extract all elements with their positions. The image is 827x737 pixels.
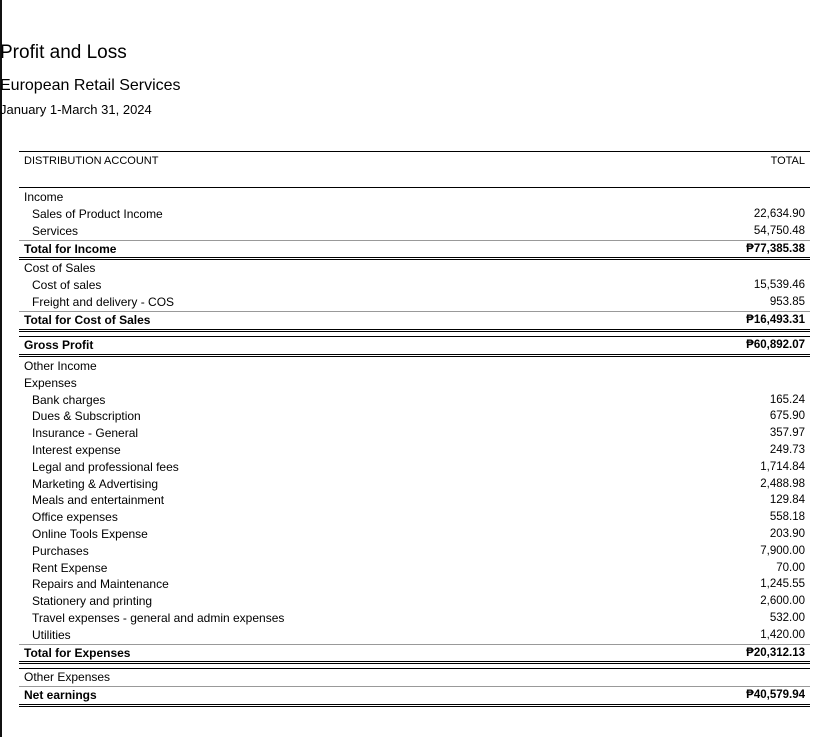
- expense-item-amount[interactable]: 7,900.00: [760, 544, 805, 557]
- expense-item-row[interactable]: [19, 543, 810, 560]
- expense-item-row[interactable]: [19, 459, 810, 476]
- expenses-total-row[interactable]: [19, 644, 810, 665]
- expense-item-label: Rent Expense: [32, 560, 108, 575]
- expense-item-amount[interactable]: 70.00: [776, 561, 805, 574]
- section-header-expenses[interactable]: Expenses: [24, 375, 77, 390]
- expense-item-row[interactable]: [19, 560, 810, 577]
- column-header-account[interactable]: DISTRIBUTION ACCOUNT: [24, 155, 159, 167]
- expense-items: [19, 392, 810, 644]
- expense-item-label: Interest expense: [32, 442, 121, 457]
- expense-item-row[interactable]: [19, 526, 810, 543]
- expense-item-amount[interactable]: 2,488.98: [760, 477, 805, 490]
- income-item-amount[interactable]: 22,634.90: [753, 208, 805, 220]
- profit-loss-table: [19, 151, 810, 707]
- expense-item-row[interactable]: [19, 476, 810, 493]
- income-item-amount[interactable]: 54,750.48: [753, 224, 805, 237]
- expense-item-amount[interactable]: 1,420.00: [760, 628, 805, 641]
- expense-item-label: Bank charges: [32, 392, 106, 407]
- expense-item-label: Meals and entertainment: [32, 493, 165, 508]
- expense-item-label: Dues & Subscription: [32, 409, 141, 424]
- income-section: [19, 189, 810, 260]
- income-total-amount[interactable]: ₱77,385.38: [746, 242, 805, 255]
- expense-item-amount[interactable]: 1,245.55: [760, 578, 805, 591]
- expenses-section: [19, 375, 810, 665]
- section-header-cost-of-sales[interactable]: Cost of Sales: [24, 261, 96, 276]
- net-earnings-amount[interactable]: ₱40,579.94: [746, 689, 805, 702]
- other-expenses-row[interactable]: Other Expenses: [19, 668, 810, 686]
- expense-item-label: Purchases: [32, 543, 89, 558]
- column-header-row: [19, 151, 810, 188]
- expense-item-label: Office expenses: [32, 510, 118, 525]
- other-income-row[interactable]: Other Income: [24, 358, 97, 373]
- expense-item-label: Travel expenses - general and admin expenses: [32, 610, 285, 625]
- expense-item-row[interactable]: [19, 425, 810, 442]
- expense-item-amount[interactable]: 532.00: [769, 611, 805, 624]
- expenses-total-label: Total for Expenses: [24, 645, 131, 660]
- gross-profit-label: Gross Profit: [24, 337, 94, 352]
- gross-profit-amount[interactable]: ₱60,892.07: [746, 338, 805, 351]
- cost-of-sales-item-label: Freight and delivery - COS: [32, 295, 175, 310]
- expense-item-label: Utilities: [32, 627, 71, 642]
- expense-item-row[interactable]: [19, 509, 810, 526]
- cost-of-sales-total-amount[interactable]: ₱16,493.31: [746, 313, 805, 326]
- company-name: European Retail Services: [0, 77, 181, 94]
- expense-item-label: Marketing & Advertising: [32, 476, 159, 491]
- expense-item-label: Repairs and Maintenance: [32, 577, 169, 592]
- cost-of-sales-section: [19, 260, 810, 331]
- expense-item-amount[interactable]: 2,600.00: [760, 595, 805, 608]
- income-item-label: Sales of Product Income: [32, 207, 163, 221]
- cost-of-sales-item-row[interactable]: [19, 277, 810, 294]
- expense-item-row[interactable]: [19, 442, 810, 459]
- income-total-label: Total for Income: [24, 241, 117, 256]
- column-header-total[interactable]: TOTAL: [770, 155, 805, 167]
- cost-of-sales-item-amount[interactable]: 15,539.46: [753, 279, 805, 292]
- expense-item-amount[interactable]: 249.73: [769, 443, 805, 456]
- expense-item-amount[interactable]: 357.97: [769, 427, 805, 440]
- income-total-row[interactable]: [19, 240, 810, 261]
- expenses-total-amount[interactable]: ₱20,312.13: [746, 646, 805, 659]
- expense-item-row[interactable]: [19, 408, 810, 425]
- expense-item-row[interactable]: [19, 593, 810, 610]
- income-item-row[interactable]: [19, 206, 810, 223]
- report-period: January 1-March 31, 2024: [0, 102, 152, 117]
- expense-item-label: Online Tools Expense: [32, 526, 148, 541]
- net-earnings-row[interactable]: [19, 686, 810, 707]
- cost-of-sales-item-label: Cost of sales: [32, 278, 102, 293]
- expense-item-amount[interactable]: 558.18: [769, 511, 805, 524]
- section-header-income[interactable]: Income: [24, 190, 64, 204]
- income-item-row[interactable]: [19, 223, 810, 240]
- income-item-label: Services: [32, 223, 79, 238]
- cost-of-sales-items: [19, 277, 810, 311]
- net-earnings-label: Net earnings: [24, 688, 97, 703]
- expense-item-amount[interactable]: 1,714.84: [760, 460, 805, 473]
- cost-of-sales-item-row[interactable]: [19, 294, 810, 311]
- report-title: Profit and Loss: [0, 42, 127, 63]
- expense-item-row[interactable]: [19, 492, 810, 509]
- cost-of-sales-total-label: Total for Cost of Sales: [24, 312, 151, 327]
- cost-of-sales-item-amount[interactable]: 953.85: [769, 296, 805, 309]
- expense-item-label: Insurance - General: [32, 426, 139, 441]
- gross-profit-row[interactable]: [19, 336, 810, 357]
- expense-item-row[interactable]: [19, 610, 810, 627]
- income-items: [19, 206, 810, 240]
- expense-item-row[interactable]: [19, 576, 810, 593]
- expense-item-amount[interactable]: 129.84: [769, 494, 805, 507]
- expense-item-label: Stationery and printing: [32, 594, 153, 609]
- expense-item-amount[interactable]: 165.24: [769, 393, 805, 406]
- expense-item-row[interactable]: [19, 627, 810, 644]
- expense-item-amount[interactable]: 675.90: [769, 410, 805, 423]
- expense-item-amount[interactable]: 203.90: [769, 527, 805, 540]
- cost-of-sales-total-row[interactable]: [19, 311, 810, 332]
- expense-item-row[interactable]: [19, 392, 810, 409]
- expense-item-label: Legal and professional fees: [32, 459, 179, 474]
